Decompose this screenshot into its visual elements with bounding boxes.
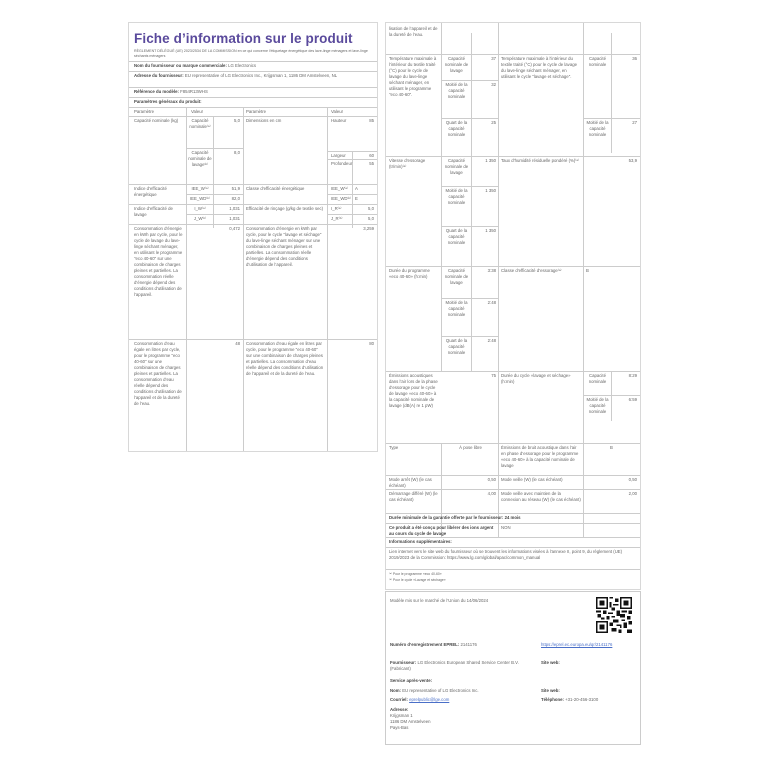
address-line-3: Pays-Bas bbox=[390, 725, 409, 730]
phone-value: +31-20-456-3100 bbox=[565, 697, 599, 702]
continued-text: lisation de l’appareil et de la dureté de l’eau. bbox=[389, 26, 438, 37]
depth-value: 55 bbox=[369, 161, 374, 166]
additional-info-label: Informations supplémentaires: bbox=[389, 539, 452, 544]
water-consumption-value-2: 80 bbox=[369, 341, 374, 346]
model-label: Référence du modèle: bbox=[134, 89, 179, 94]
wash-index-sub2: J_W⁽ᵇ⁾ bbox=[193, 216, 207, 221]
capacity-val1: 5,0 bbox=[234, 118, 240, 123]
eprel-number-value: 2141176 bbox=[460, 642, 477, 647]
wash-dry-val2: 6:59 bbox=[628, 397, 637, 402]
eprel-supplier-value: LG Electronics European Shared Service Center B.V. (Fabricant) bbox=[390, 660, 519, 671]
residual-moisture-value: 53,9 bbox=[628, 158, 637, 163]
model-row bbox=[134, 89, 374, 95]
water-consumption-value: 48 bbox=[235, 341, 240, 346]
footnote-a: ⁽ᵃ⁾ Pour le programme «eco 40-60» bbox=[389, 572, 442, 576]
capacity-sub2: Capacité nominale de lavage⁽ᵇ⁾ bbox=[188, 150, 212, 167]
header-param: Paramètre bbox=[134, 109, 155, 114]
energy-index-val2: 82,0 bbox=[231, 196, 240, 201]
delay-start-value: 4,00 bbox=[487, 491, 496, 496]
networked-standby-value: 2,00 bbox=[628, 491, 637, 496]
temperature-sub1: Capacité nominale de lavage bbox=[444, 56, 469, 73]
residual-moisture-label: Taux d’humidité résiduelle pondéré (%)⁽ᵃ⁾ bbox=[501, 158, 579, 163]
duration-sub2: Moitié de la capacité nominale bbox=[445, 300, 468, 317]
spin-speed-sub1: Capacité nominale de lavage bbox=[444, 158, 469, 175]
energy-consumption-value: 0,472 bbox=[229, 226, 240, 231]
address-value: EU representative of LG Electronics Inc., Krijgsman 1, 1186 DM Amstelveen, NL bbox=[184, 73, 338, 78]
noise-value: 75 bbox=[491, 373, 496, 378]
after-sales-label: Service après-vente: bbox=[390, 678, 433, 683]
energy-consumption-label-2: Consommation d’énergie en kWh par cycle, pour le cycle "lavage et séchage" du lave-linge séchant ménager sur une combinaison de charges pleines et partielles. La consommation réelle d’énergie dépend des conditions d’utilisation de l’appareil. bbox=[246, 226, 322, 267]
general-params-label: Paramètres généraux du produit: bbox=[134, 99, 202, 104]
header-value-2: Valeur bbox=[331, 109, 344, 114]
eprel-number-label: Numéro d’enregistrement EPREL: bbox=[390, 642, 460, 647]
placed-on-market: Modèle mis sur le marché de l’Union du 14/06/2024 bbox=[390, 598, 489, 603]
spin-speed-sub2: Moitié de la capacité nominale bbox=[445, 188, 468, 205]
duration-label: Durée du programme «eco 40-60» (h:min) bbox=[389, 268, 430, 279]
rinse-label: Efficacité de rinçage (g/kg de textile sec) bbox=[246, 206, 324, 211]
temperature-val1: 37 bbox=[491, 56, 496, 61]
energy-consumption-label: Consommation d’énergie en kWh par cycle, pour le cycle de lavage du lave-linge séchant ménager, en utilisant le programme "eco 40-60" sur une combinaison de charges pleines et partielles. La consommation réelle d’énergie dépend des conditions d’utilisation de l’appareil. bbox=[134, 226, 183, 297]
header-value: Valeur bbox=[191, 109, 204, 114]
temperature-sub2: Moitié de la capacité nominale bbox=[445, 82, 468, 99]
supplier-website-label: Site web: bbox=[541, 660, 560, 665]
type-label: Type bbox=[389, 445, 399, 450]
eprel-supplier-row bbox=[390, 660, 530, 672]
spin-speed-val3: 1 350 bbox=[485, 228, 496, 233]
additional-info-text[interactable]: Lien internet vers le site web du fournisseur où se trouvent les informations visées à l’annexe II, point 9, du règlement (UE) 2019/2023 de la Commission: https://www.lg.com/global/apac/common_manual bbox=[389, 549, 623, 560]
depth-label: Profondeur bbox=[331, 161, 353, 166]
delay-start-label: Démarrage différé (W) (le cas échéant) bbox=[389, 491, 438, 502]
duration-sub1: Capacité nominale de lavage bbox=[444, 268, 469, 285]
silver-ions-label: Ce produit a été conçu pour libérer des ions argent au cours du cycle de lavage bbox=[389, 525, 494, 536]
address-line-2: 1186 DM Amstelveen bbox=[390, 719, 431, 724]
spin-speed-sub3: Quart de la capacité nominale bbox=[445, 228, 468, 245]
energy-class-sub1: IEE_W⁽ᵃ⁾ bbox=[331, 186, 349, 191]
spin-speed-label: Vitesse d’essorage (tr/min)⁽ᵃ⁾ bbox=[389, 158, 426, 169]
capacity-label: Capacité nominale (kg) bbox=[134, 118, 179, 123]
duration-sub3: Quart de la capacité nominale bbox=[445, 338, 468, 355]
duration-val1: 3:38 bbox=[487, 268, 496, 273]
service-name-row bbox=[390, 688, 479, 694]
wash-dry-duration-label: Durée du cycle «lavage et séchage» (h:min) bbox=[501, 373, 571, 384]
temperature-val3: 25 bbox=[491, 120, 496, 125]
wash-index-label: Indice d’efficacité de lavage bbox=[134, 206, 173, 217]
supplier-label: Nom du fournisseur ou marque commerciale: bbox=[134, 63, 227, 68]
temperature-val2: 32 bbox=[491, 82, 496, 87]
duration-val3: 2:48 bbox=[487, 338, 496, 343]
standby-label: Mode veille (W) (le cas échéant) bbox=[501, 477, 563, 482]
height-value: 85 bbox=[369, 118, 374, 123]
energy-consumption-value-2: 3,259 bbox=[363, 226, 374, 231]
address-line-1: Krijgsman 1 bbox=[390, 713, 413, 718]
eprel-link[interactable]: https://eprel.ec.europa.eu/qr/2141176 bbox=[541, 642, 613, 647]
spin-speed-val2: 1 350 bbox=[485, 188, 496, 193]
energy-class-val1: A bbox=[355, 186, 358, 191]
networked-standby-label: Mode veille avec maintien de la connexion au réseau (W) (le cas échéant) bbox=[501, 491, 581, 502]
service-name-label: Nom: bbox=[390, 688, 401, 693]
rinse-sub1: I_R⁽ᵃ⁾ bbox=[331, 206, 342, 211]
standby-value: 0,50 bbox=[628, 477, 637, 482]
energy-index-label: Indice d’efficacité énergétique bbox=[134, 186, 167, 197]
product-fiche-page-1 bbox=[128, 22, 378, 452]
temperature-sub3: Quart de la capacité nominale bbox=[445, 120, 468, 137]
wash-dry-sub1: Capacité nominale bbox=[588, 373, 607, 384]
eprel-supplier-label: Fournisseur: bbox=[390, 660, 417, 665]
email-label: Courriel: bbox=[390, 697, 408, 702]
phone-label: Téléphone: bbox=[541, 697, 564, 702]
spin-class-value: B bbox=[586, 268, 589, 273]
energy-index-val1: 51,9 bbox=[231, 186, 240, 191]
water-consumption-label-2: Consommation d’eau égale en litres par cycle, pour le programme "eco 40-60" sur une combinaison de charges pleines et partielles. La consommation d’eau réelle dépend des conditions d’utilisation de l’appareil et de la dureté de l’eau. bbox=[246, 341, 324, 376]
temperature-label: Température maximale à l’intérieur du textile traité (°C) pour le cycle de lavage du lave-linge séchant ménager, en utilisant le programme "eco 40-60". bbox=[389, 56, 437, 97]
spin-class-label: Classe d’efficacité d’essorage⁽ᵃ⁾ bbox=[501, 268, 562, 273]
temperature-label-2: Température maximale à l’intérieur du textile traité (°C) pour le cycle de lavage du lave-linge séchant ménager, en utilisant le cycle "lavage et séchage". bbox=[501, 56, 577, 79]
water-consumption-label: Consommation d’eau égale en litres par cycle, pour le programme "eco 40-60" sur une combinaison de charges pleines et partielles. La consommation d’eau réelle dépend des conditions d’utilisation de l’appareil et de la dureté de l’eau. bbox=[134, 341, 182, 406]
rinse-sub2: J_R⁽ᵇ⁾ bbox=[331, 216, 343, 221]
email-row bbox=[390, 697, 449, 703]
service-name-value: EU representative of LG Electronics Inc. bbox=[402, 688, 479, 693]
supplier-row bbox=[134, 63, 374, 69]
rinse-val2: 5,0 bbox=[368, 216, 374, 221]
model-value: F854R13WHS bbox=[180, 89, 208, 94]
duration-val2: 2:48 bbox=[487, 300, 496, 305]
email-link[interactable]: eprelpublic@lge.com bbox=[409, 697, 450, 702]
dimensions-label: Dimensions en cm bbox=[246, 118, 282, 123]
temperature-sub2-2: Moitié de la capacité nominale bbox=[586, 120, 609, 137]
height-label: Hauteur bbox=[331, 118, 347, 123]
regulation-text: RÈGLEMENT DÉLÉGUÉ (UE) 2023/2534 DE LA COMMISSION en ce qui concerne l’étiquetage énergétique des lave-linge ménagers et lave-linge séchants ménagers bbox=[134, 49, 368, 58]
spin-noise-label: Émissions de bruit acoustique dans l’air en phase d’essorage pour le programme «eco 40-60» à la capacité nominale de lavage bbox=[501, 445, 579, 468]
spin-speed-val1: 1 350 bbox=[485, 158, 496, 163]
wash-dry-val1: 8:29 bbox=[628, 373, 637, 378]
wash-dry-sub2: Moitié de la capacité nominale bbox=[586, 397, 609, 414]
temperature-sub2-1: Capacité nominale bbox=[588, 56, 607, 67]
eprel-info-box bbox=[385, 591, 641, 745]
rinse-val1: 5,0 bbox=[368, 206, 374, 211]
page-title: Fiche d’information sur le produit bbox=[134, 31, 353, 46]
footnote-b: ⁽ᵇ⁾ Pour le cycle «Lavage et séchage» bbox=[389, 578, 446, 582]
energy-index-sub1: IEE_W⁽ᵃ⁾ bbox=[191, 186, 209, 191]
header-param-2: Paramètre bbox=[246, 109, 267, 114]
wash-index-val2: 1,031 bbox=[229, 216, 240, 221]
address-row bbox=[134, 73, 374, 79]
eprel-number-row bbox=[390, 642, 477, 648]
wash-index-val1: 1,031 bbox=[229, 206, 240, 211]
off-mode-value: 0,50 bbox=[487, 477, 496, 482]
service-website-label: Site web: bbox=[541, 688, 560, 693]
service-address-label: Adresse: bbox=[390, 707, 409, 712]
temperature-val2-1: 36 bbox=[632, 56, 637, 61]
width-label: Largeur bbox=[331, 153, 346, 158]
type-value: À pose libre bbox=[459, 445, 482, 450]
capacity-sub1: Capacité nominale⁽ᵃ⁾ bbox=[189, 118, 211, 129]
phone-row bbox=[541, 697, 598, 703]
qr-code-icon[interactable] bbox=[596, 597, 632, 633]
off-mode-label: Mode arrêt (W) (le cas échéant) bbox=[389, 477, 432, 488]
product-fiche-page-2 bbox=[385, 22, 641, 590]
capacity-val2: 8,0 bbox=[234, 150, 240, 155]
energy-class-val2: E bbox=[355, 196, 358, 201]
warranty-text: Durée minimale de la garantie offerte par le fournisseur: 24 mois bbox=[389, 515, 521, 520]
energy-class-sub2: IEE_WD⁽ᵇ⁾ bbox=[331, 196, 352, 201]
spin-noise-value: B bbox=[610, 445, 613, 450]
supplier-value: LG Electronics bbox=[228, 63, 257, 68]
energy-class-label: Classe d’efficacité énergétique bbox=[246, 186, 305, 191]
silver-ions-value: NON bbox=[501, 525, 511, 530]
energy-index-sub2: IEE_WD⁽ᵇ⁾ bbox=[189, 196, 211, 201]
temperature-val2-2: 27 bbox=[632, 120, 637, 125]
address-label: Adresse du fournisseur: bbox=[134, 73, 184, 78]
wash-index-sub1: I_W⁽ᵃ⁾ bbox=[194, 206, 206, 211]
noise-label: Émissions acoustiques dans l’air lors de la phase d’essorage pour le cycle de lavage «eco 40-60» à la capacité nominale de lavage (dB(A) re 1 pW) bbox=[389, 373, 438, 408]
width-value: 60 bbox=[369, 153, 374, 158]
